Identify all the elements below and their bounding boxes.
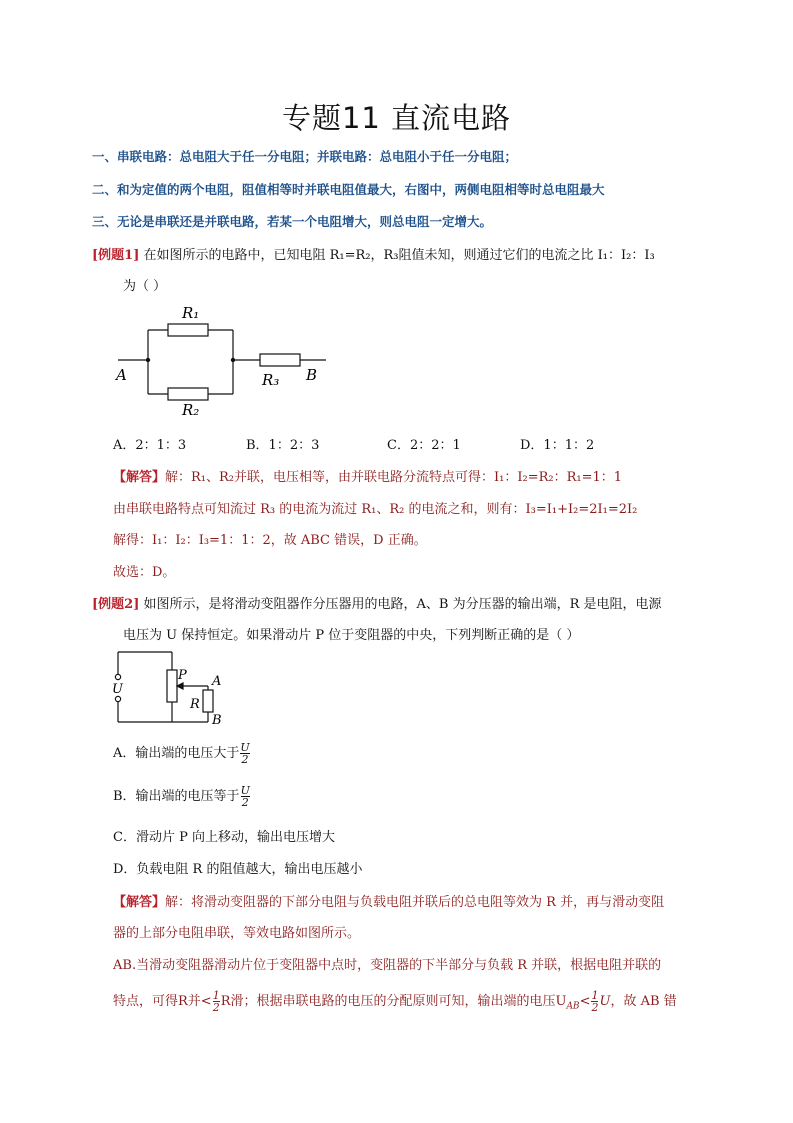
fraction-numerator: 1 (591, 989, 599, 1002)
fraction-denominator: 2 (212, 1001, 220, 1014)
fraction-numerator: U (240, 784, 250, 797)
example2-tag: [例题2] (92, 597, 140, 612)
example1-option-a: A．2：1：3 (113, 438, 187, 453)
fraction-numerator: 1 (212, 989, 220, 1002)
fraction-denominator: 2 (241, 753, 249, 766)
example1-answer-line-3: 解得：I₁：I₂：I₃=1：1：2，故 ABC 错误，D 正确。 (113, 533, 427, 548)
example2-question-text: 如图所示，是将滑动变阻器作分压器用的电路，A、B 为分压器的输出端，R 是电阻，电源 (143, 597, 662, 612)
subscript-ab: AB (566, 1001, 580, 1012)
example1-answer-line-2: 由串联电路特点可知流过 R₃ 的电流为流过 R₁、R₂ 的电流之和，则有：I₃=I₁+I₂=2I₁=2I₂ (113, 502, 638, 517)
fraction-denominator: 2 (241, 796, 249, 809)
example2-answer-line-2: 器的上部分电阻串联，等效电路如图所示。 (113, 926, 361, 941)
r1-resistor (168, 324, 208, 336)
example1-answer-line-1 (113, 466, 622, 485)
answer-line4-part-b: R滑；根据串联电路的电压的分配原则可知，输出端的电压U (220, 994, 567, 1009)
example1-answer-line-4: 故选：D。 (113, 565, 176, 580)
example2-option-d: D．负载电阻 R 的阻值越大，输出电压越小 (113, 862, 363, 877)
terminal-top (115, 674, 120, 679)
example2-question-cont: 电压为 U 保持恒定。如果滑动片 P 位于变阻器的中央，下列判断正确的是（ ） (123, 628, 580, 643)
fraction-denominator: 2 (591, 1001, 599, 1014)
option-b-text: B．输出端的电压等于 (113, 789, 240, 804)
example1-answer-tag: 【解答】 (113, 470, 166, 485)
example1-question (92, 244, 655, 263)
label-a: A (212, 674, 222, 689)
label-u: U (112, 682, 123, 697)
example2-answer-text: 解：将滑动变阻器的下部分电阻与负载电阻并联后的总电阻等效为 R 并，再与滑动变阻 (165, 895, 665, 910)
example1-tag: [例题1] (92, 248, 140, 263)
terminal-bottom (115, 696, 120, 701)
example2-circuit-diagram (108, 646, 228, 730)
label-r2: R₂ (182, 401, 200, 419)
example2-option-c: C．滑动片 P 向上移动，输出电压增大 (113, 830, 335, 845)
fraction-u-over-2 (240, 742, 249, 765)
summary-point-3: 三、无论是串联还是并联电路，若某一个电阻增大，则总电阻一定增大。 (92, 214, 493, 229)
example1-option-d: D．1：1：2 (520, 438, 595, 453)
example1-option-b: B．1：2：3 (246, 438, 320, 453)
label-p: P (178, 668, 187, 683)
example2-option-a (113, 742, 251, 765)
fraction-numerator: U (240, 741, 250, 754)
option-a-text: A．输出端的电压大于 (113, 746, 240, 761)
summary-point-1: 一、串联电路：总电阻大于任一分电阻；并联电路：总电阻小于任一分电阻； (92, 149, 518, 164)
fraction-one-half (213, 990, 220, 1013)
answer-line4-part-d: ，故 AB 错 (610, 994, 677, 1009)
example1-answer-text: 解：R₁、R₂并联，电压相等，由并联电路分流特点可得：I₁：I₂=R₂：R₁=1：1 (165, 470, 623, 485)
example2-answer-tag: 【解答】 (113, 895, 166, 910)
label-a: A (116, 366, 127, 384)
example2-answer-line-1 (113, 891, 664, 910)
label-r3: R₃ (262, 371, 280, 389)
example2-answer-line-3: AB.当滑动变阻器滑动片位于变阻器中点时，变阻器的下半部分与负载 R 并联，根据电阻并联的 (113, 958, 662, 973)
slider-arrow (177, 683, 183, 689)
answer-line4-part-a: 特点，可得R并< (113, 994, 212, 1009)
label-r: R (190, 697, 200, 712)
example1-question-text: 在如图所示的电路中，已知电阻 R₁=R₂，R₃阻值未知，则通过它们的电流之比 I₁：I₂：I₃ (143, 248, 655, 263)
example1-option-c: C．2：2：1 (387, 438, 461, 453)
page-title: 专题11 直流电路 (281, 101, 512, 135)
r3-resistor (260, 354, 300, 366)
r2-resistor (168, 388, 208, 400)
example1-question-cont: 为（ ） (123, 279, 167, 294)
fraction-u-over-2 (241, 785, 250, 808)
fraction-one-half (591, 990, 598, 1013)
label-b: B (212, 713, 222, 728)
rheostat (167, 670, 177, 702)
load-resistor (203, 690, 213, 712)
junction-dot (231, 358, 235, 362)
example1-circuit-diagram (110, 296, 350, 420)
label-r1: R₁ (182, 304, 200, 322)
answer-line4-part-c: < (579, 994, 591, 1009)
example2-question (92, 593, 662, 612)
label-b: B (306, 366, 318, 384)
junction-dot (146, 358, 150, 362)
u-symbol: U (599, 994, 611, 1009)
summary-point-2: 二、和为定值的两个电阻，阻值相等时并联电阻值最大，右图中，两侧电阻相等时总电阻最大 (92, 182, 605, 197)
example2-option-b (113, 785, 251, 808)
example2-answer-line-4 (113, 990, 677, 1013)
